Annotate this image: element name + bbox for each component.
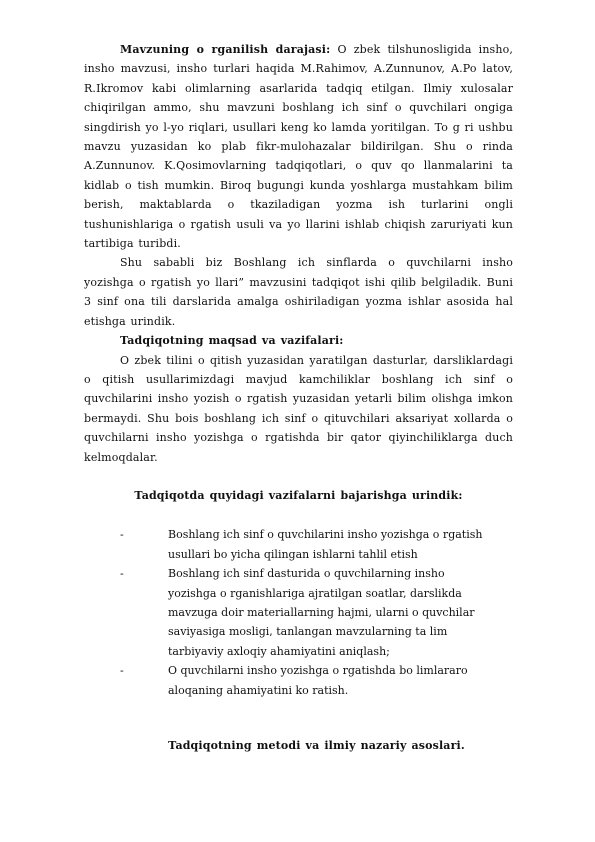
list-item xyxy=(84,525,513,564)
tasks-list xyxy=(84,525,513,700)
study-level-paragraph xyxy=(84,40,513,253)
goals-paragraph: O zbek tilini o qitish yuzasidan yaratilgan dasturlar, darsliklardagi o qitish usullarimizdagi mavjud kamchiliklar boshlang ich sinf o quvchilarini insho yozish o rgatish yuzasidan yetarli bilim olishga imkon bermaydi. Shu bois boshlang ich sinf o qituvchilari aksariyat xollarda o quvchilarni insho yozishga o rgatishda bir qator qiyinchiliklarga duch kelmoqdalar. xyxy=(84,353,513,464)
document-page xyxy=(84,40,513,755)
list-item-text: Boshlang ich sinf o quvchilarini insho yozishga o rgatish usullari bo yicha qilingan ishlarni tahlil etish xyxy=(168,528,483,561)
methods-heading: Tadqiqotning metodi va ilmiy nazariy asoslari. xyxy=(168,739,465,752)
tasks-heading: Tadqiqotda quyidagi vazifalarni bajarishga urindik: xyxy=(134,488,463,502)
topic-selection-paragraph: Shu sababli biz Boshlang ich sinflarda o quvchilarni insho yozishga o rgatish yo llari” mavzusini tadqiqot ishi qilib belgiladik. Buni 3 sinf ona tili darslarida amalga oshiriladigan yozma ishlar asosida hal etishga urindik. xyxy=(84,256,513,328)
list-item-marker: - xyxy=(120,528,124,542)
list-item-text: Boshlang ich sinf dasturida o quvchilarning insho yozishga o rganishlariga ajratilgan soatlar, darslikda mavzuga doir materiallarning hajmi, ularni o quvchilar saviyasiga mosligi, tanlangan mavzularning ta lim tarbiyaviy axloqiy ahamiyatini aniqlash; xyxy=(168,567,475,658)
study-level-lead: Mavzuning o rganilish darajasi: xyxy=(120,43,331,56)
list-item xyxy=(84,661,513,700)
list-item-text: O quvchilarni insho yozishga o rgatishda bo limlararo aloqaning ahamiyatini ko ratish. xyxy=(168,664,468,697)
goals-heading: Tadqiqotning maqsad va vazifalari: xyxy=(120,334,344,348)
list-item xyxy=(84,564,513,661)
spacer xyxy=(84,505,513,525)
spacer xyxy=(84,467,513,486)
list-item-marker: - xyxy=(120,664,124,678)
study-level-text: O zbek tilshunosligida insho, insho mavzusi, insho turlari haqida M.Rahimov, A.Zunnunov, A.Po latov, R.Ikromov kabi olimlarning asarlarida tadqiq etilgan. Ilmiy xulosalar chiqirilgan ammo, shu mavzuni boshlang ich sinf o quvchilari ongiga singdirish yo l-yo riqlari, usullari keng ko lamda yoritilgan. To g ri ushbu mavzu yuzasidan ko plab fikr-mulohazalar bildirilgan. Shu o rinda A.Zunnunov. K.Qosimovlarning tadqiqotlari, o quv qo llanmalarini ta kidlab o tish mumkin. Biroq bugungi kunda yoshlarga mustahkam bilim berish, maktablarda o tkaziladigan yozma ish turlarini ongli tushunishlariga o rgatish usuli va yo llarini ishlab chiqish zaruriyati kun tartibiga turibdi. xyxy=(84,43,513,251)
spacer xyxy=(84,700,513,736)
list-item-marker: - xyxy=(120,567,124,581)
